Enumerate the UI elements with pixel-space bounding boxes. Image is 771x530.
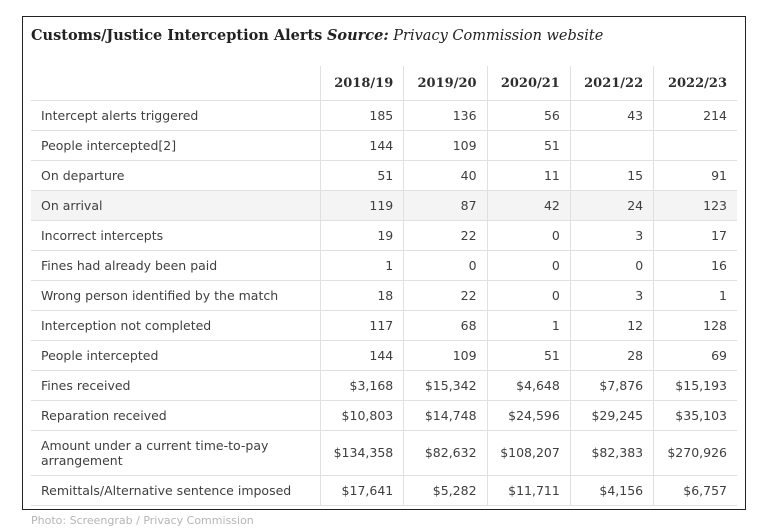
- table-row: [31, 310, 737, 340]
- row-value: $82,383: [570, 430, 653, 475]
- row-value: $15,193: [654, 370, 737, 400]
- row-value: $134,358: [320, 430, 403, 475]
- row-value: 0: [487, 250, 570, 280]
- row-value: 109: [404, 340, 487, 370]
- row-value: 91: [654, 160, 737, 190]
- row-value: 19: [320, 220, 403, 250]
- table-figure-frame: [22, 16, 746, 527]
- row-value: 51: [487, 130, 570, 160]
- row-value: $10,803: [320, 400, 403, 430]
- row-label: Fines had already been paid: [31, 250, 320, 280]
- table-header-empty-cell: [31, 66, 320, 101]
- row-value: $15,342: [404, 370, 487, 400]
- row-value: 87: [404, 190, 487, 220]
- row-value: 43: [570, 100, 653, 130]
- row-label: People intercepted: [31, 340, 320, 370]
- row-value: 12: [570, 310, 653, 340]
- row-value: 119: [320, 190, 403, 220]
- row-value: 136: [404, 100, 487, 130]
- table-row: [31, 400, 737, 430]
- row-label: Incorrect intercepts: [31, 220, 320, 250]
- row-value: 16: [654, 250, 737, 280]
- row-value: $5,282: [404, 475, 487, 505]
- row-value: 1: [320, 250, 403, 280]
- row-label: Interception not completed: [31, 310, 320, 340]
- row-value: $108,207: [487, 430, 570, 475]
- photo-credit: Photo: Screengrab / Privacy Commission: [31, 513, 254, 527]
- row-value: 144: [320, 130, 403, 160]
- interception-alerts-table: [31, 66, 737, 506]
- row-value: 51: [487, 340, 570, 370]
- year-column-header: 2021/22: [570, 66, 653, 101]
- row-value: 11: [487, 160, 570, 190]
- row-label: Reparation received: [31, 400, 320, 430]
- row-label: Fines received: [31, 370, 320, 400]
- table-row: [31, 220, 737, 250]
- row-value: 69: [654, 340, 737, 370]
- row-value: 17: [654, 220, 737, 250]
- table-row: [31, 475, 737, 505]
- table-row: [31, 370, 737, 400]
- row-value: 0: [404, 250, 487, 280]
- row-value: $24,596: [487, 400, 570, 430]
- row-value: 0: [487, 280, 570, 310]
- row-value: 3: [570, 220, 653, 250]
- row-value: $270,926: [654, 430, 737, 475]
- row-value: $7,876: [570, 370, 653, 400]
- row-value: 1: [654, 280, 737, 310]
- row-value: 56: [487, 100, 570, 130]
- table-row: [31, 250, 737, 280]
- table-header-row: [31, 66, 737, 101]
- row-value: $35,103: [654, 400, 737, 430]
- row-value: 128: [654, 310, 737, 340]
- row-value: $82,632: [404, 430, 487, 475]
- figure-title: [31, 27, 737, 46]
- year-column-header: 2018/19: [320, 66, 403, 101]
- figure-source-value: Privacy Commission website: [393, 28, 604, 44]
- table-row: [31, 160, 737, 190]
- row-label: Amount under a current time-to-pay arrangement: [31, 430, 320, 475]
- row-value: 109: [404, 130, 487, 160]
- table-row: [31, 190, 737, 220]
- row-label: Wrong person identified by the match: [31, 280, 320, 310]
- year-column-header: 2022/23: [654, 66, 737, 101]
- row-value: $4,648: [487, 370, 570, 400]
- row-value: 3: [570, 280, 653, 310]
- row-value: 214: [654, 100, 737, 130]
- row-value: 40: [404, 160, 487, 190]
- row-value: 51: [320, 160, 403, 190]
- row-value: 18: [320, 280, 403, 310]
- row-label: On departure: [31, 160, 320, 190]
- row-value: 117: [320, 310, 403, 340]
- table-row: [31, 340, 737, 370]
- row-value: $11,711: [487, 475, 570, 505]
- row-value: 28: [570, 340, 653, 370]
- row-value: $14,748: [404, 400, 487, 430]
- table-row: [31, 280, 737, 310]
- row-value: 1: [487, 310, 570, 340]
- row-value: 185: [320, 100, 403, 130]
- table-row: [31, 100, 737, 130]
- table-row: [31, 430, 737, 475]
- row-value: 144: [320, 340, 403, 370]
- row-label: People intercepted[2]: [31, 130, 320, 160]
- row-value: [570, 130, 653, 160]
- figure-source-label: Source:: [326, 27, 389, 44]
- year-column-header: 2019/20: [404, 66, 487, 101]
- row-value: 15: [570, 160, 653, 190]
- row-label: On arrival: [31, 190, 320, 220]
- row-value: 22: [404, 280, 487, 310]
- row-value: 123: [654, 190, 737, 220]
- table-body: [31, 100, 737, 505]
- row-label: Remittals/Alternative sentence imposed: [31, 475, 320, 505]
- row-value: 24: [570, 190, 653, 220]
- row-value: 0: [487, 220, 570, 250]
- row-value: $3,168: [320, 370, 403, 400]
- row-value: $4,156: [570, 475, 653, 505]
- row-value: $29,245: [570, 400, 653, 430]
- row-value: 22: [404, 220, 487, 250]
- table-header: [31, 66, 737, 101]
- row-value: $17,641: [320, 475, 403, 505]
- table-row: [31, 130, 737, 160]
- row-value: 42: [487, 190, 570, 220]
- year-column-header: 2020/21: [487, 66, 570, 101]
- row-value: 0: [570, 250, 653, 280]
- row-value: [654, 130, 737, 160]
- row-value: $6,757: [654, 475, 737, 505]
- row-value: 68: [404, 310, 487, 340]
- figure-title-text: Customs/Justice Interception Alerts: [31, 27, 323, 44]
- row-label: Intercept alerts triggered: [31, 100, 320, 130]
